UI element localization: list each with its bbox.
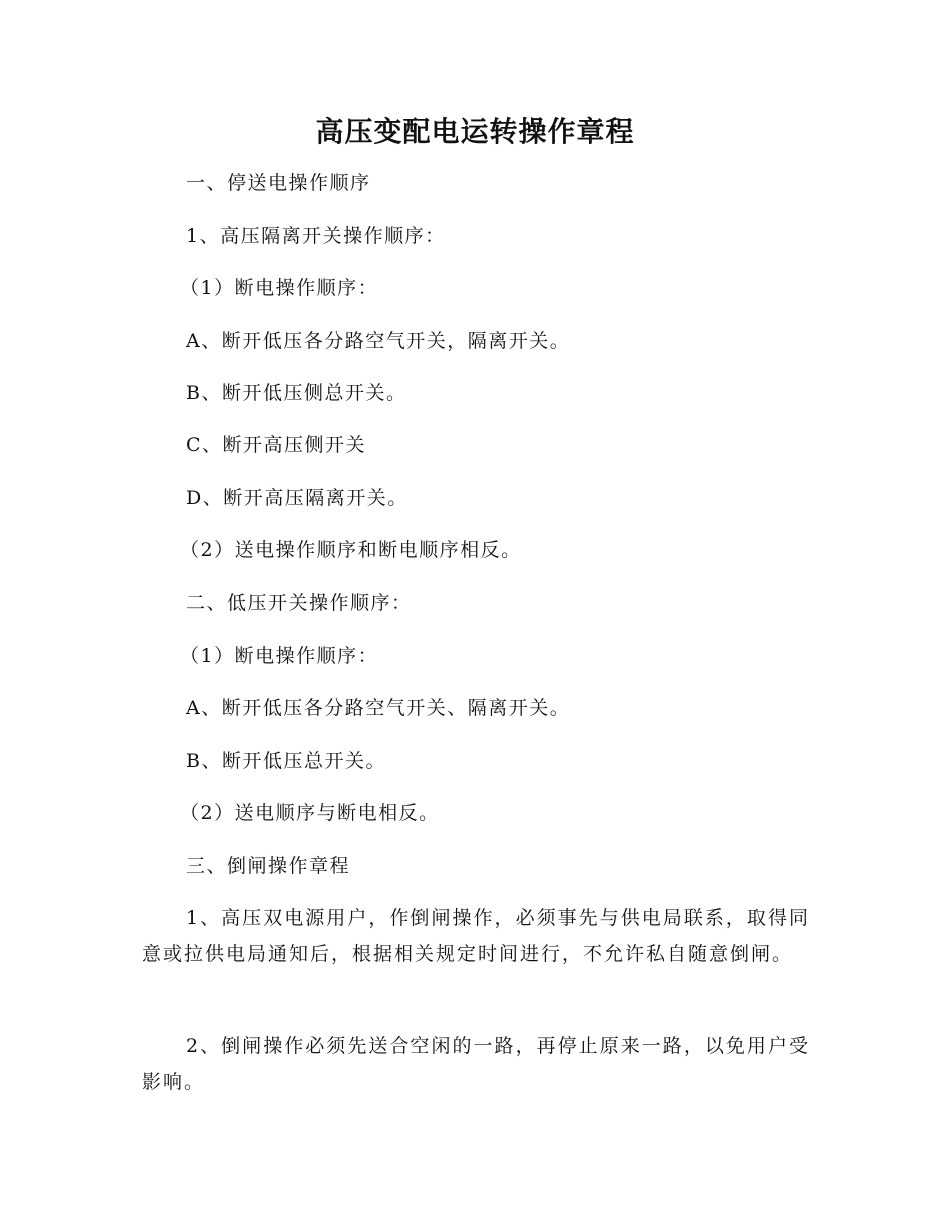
- document-title: 高压变配电运转操作章程: [315, 115, 635, 148]
- list-item: A、断开低压各分路空气开关，隔离开关。: [186, 330, 571, 352]
- list-item: （2）送电顺序与断电相反。: [180, 802, 440, 824]
- list-item: （1）断电操作顺序：: [180, 645, 379, 667]
- list-item: A、断开低压各分路空气开关、隔离开关。: [186, 697, 571, 719]
- body-paragraph: 1、高压双电源用户，作倒闸操作，必须事先与供电局联系，取得同意或拉供电局通知后，根据相关规定时间进行，不允许私自随意倒闸。: [142, 907, 810, 965]
- section-heading-3: 三、倒闸操作章程: [186, 855, 351, 877]
- list-item: （2）送电操作顺序和断电顺序相反。: [180, 539, 522, 561]
- list-item: C、断开高压侧开关: [186, 434, 367, 456]
- list-item: B、断开低压总开关。: [186, 750, 386, 772]
- list-item: B、断开低压侧总开关。: [186, 382, 407, 404]
- list-item: D、断开高压隔离开关。: [186, 487, 408, 509]
- section-heading-2: 二、低压开关操作顺序：: [186, 592, 412, 614]
- subsection-heading-1-1: 1、高压隔离开关操作顺序：: [186, 225, 446, 247]
- list-item: （1）断电操作顺序：: [180, 277, 379, 299]
- section-heading-1: 一、停送电操作顺序: [186, 172, 371, 194]
- body-paragraph: 2、倒闸操作必须先送合空闲的一路，再停止原来一路，以免用户受影响。: [142, 1035, 810, 1093]
